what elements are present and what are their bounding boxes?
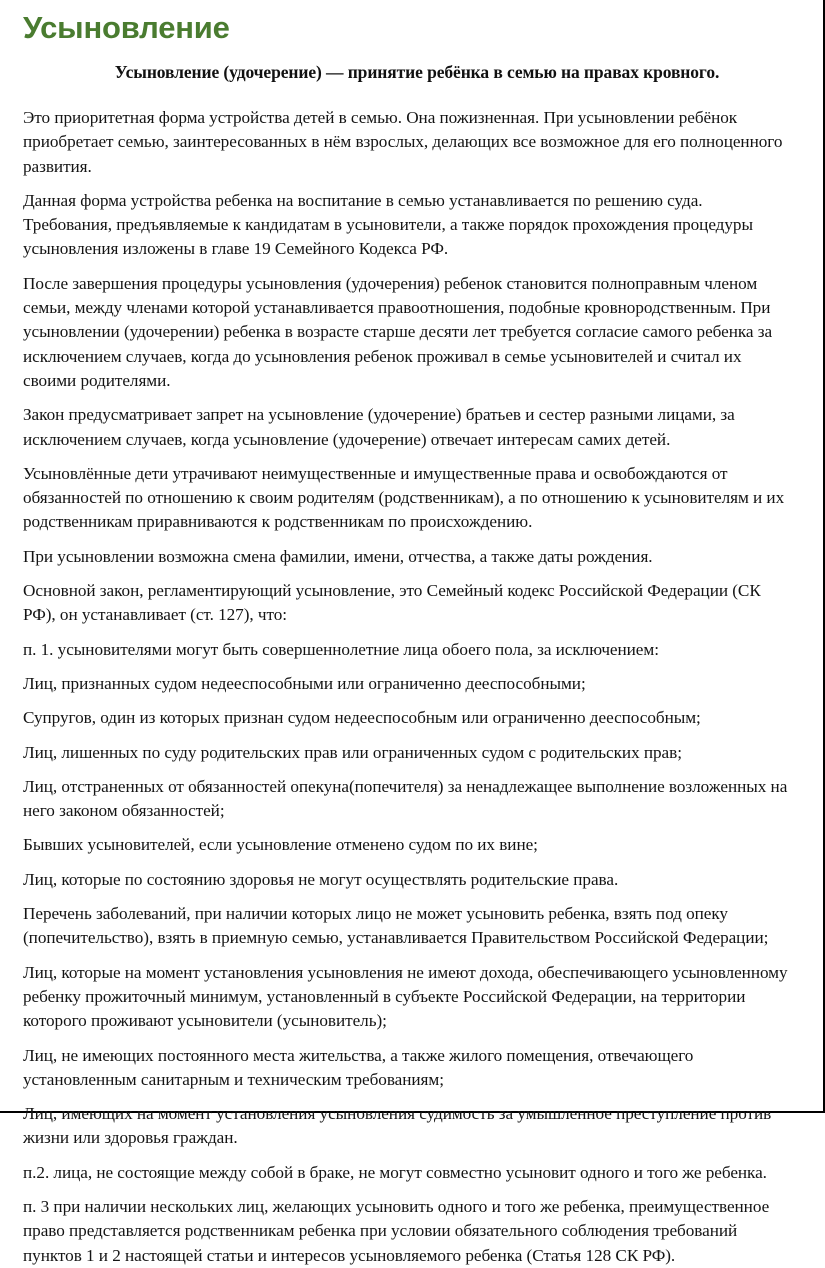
paragraph: Данная форма устройства ребенка на воспитание в семью устанавливается по решению суда. Требования, предъявляемые к кандидатам в усыновители, а также порядок прохождения процедуры усыновления изложены в главе 19 Семейного Кодекса РФ.: [23, 190, 753, 259]
paragraph: Лиц, имеющих на момент установления усыновления судимость за умышленное преступление против жизни или здоровья граждан.: [23, 1104, 772, 1148]
paragraph: При усыновлении возможна смена фамилии, имени, отчества, а также даты рождения.: [23, 546, 653, 566]
paragraph: Супругов, один из которых признан судом недееспособным или ограниченно дееспособным;: [23, 708, 701, 728]
document-subtitle: Усыновление (удочерение) — принятие ребёнка в семью на правах кровного.: [114, 62, 720, 82]
paragraph: Лиц, лишенных по суду родительских прав или ограниченных судом с родительских прав;: [23, 742, 682, 762]
paragraph: Лиц, которые на момент установления усыновления не имеют дохода, обеспечивающего усыновленному ребенку прожиточный минимум, установленный в субъекте Российской Федерации, на территории которого проживают усыновители (усыновитель);: [23, 962, 788, 1031]
paragraph: п. 1. усыновителями могут быть совершеннолетние лица обоего пола, за исключением:: [23, 639, 659, 659]
paragraph: Перечень заболеваний, при наличии которых лицо не может усыновить ребенка, взять под опеку (попечительство), взять в приемную семью, устанавливается Правительством Российской Федерации;: [23, 904, 769, 948]
paragraph: После завершения процедуры усыновления (удочерения) ребенок становится полноправным членом семьи, между членами которой устанавливается правоотношения, подобные кровнородственным. При усыновлении (удочерении) ребенка в возрасте старше десяти лет требуется согласие самого ребенка за исключением случаев, когда до усыновления ребенок проживал в семье усыновителей и считал их своими родителями.: [23, 273, 773, 390]
paragraph: Лиц, отстраненных от обязанностей опекуна(попечителя) за ненадлежащее выполнение возложенных на него законом обязанностей;: [23, 776, 788, 821]
page-title: Усыновление: [23, 10, 230, 45]
document-body: [23, 106, 803, 1268]
paragraph: Закон предусматривает запрет на усыновление (удочерение) братьев и сестер разными лицами, за исключением случаев, когда усыновление (удочерение) отвечает интересам самих детей.: [23, 405, 735, 449]
paragraph: Основной закон, регламентирующий усыновление, это Семейный кодекс Российской Федерации (СК РФ), он устанавливает (ст. 127), что:: [23, 581, 761, 625]
paragraph: п.2. лица, не состоящие между собой в браке, не могут совместно усыновит одного и того же ребенка.: [23, 1162, 767, 1182]
paragraph: Усыновлённые дети утрачивают неимущественные и имущественные права и освобождаются от обязанностей по отношению к своим родителям (родственникам), а по отношению к усыновителям и их родственникам приравниваются к родственникам по происхождению.: [23, 463, 785, 532]
paragraph: Лиц, не имеющих постоянного места жительства, а также жилого помещения, отвечающего установленным санитарным и техническим требованиям;: [23, 1045, 694, 1089]
paragraph: Бывших усыновителей, если усыновление отменено судом по их вине;: [23, 835, 538, 855]
paragraph: Это приоритетная форма устройства детей в семью. Она пожизненная. При усыновлении ребёнок приобретает семью, заинтересованных в нём взрослых, делающих все возможное для его полноценного развития.: [23, 108, 783, 176]
paragraph: Лиц, которые по состоянию здоровья не могут осуществлять родительские права.: [23, 869, 619, 889]
paragraph: п. 3 при наличии нескольких лиц, желающих усыновить одного и того же ребенка, преимущественное право представляется родственникам ребенка при условии обязательного соблюдения требований пунктов 1 и 2 настоящей статьи и интересов усыновляемого ребенка (Статья 128 СК РФ).: [23, 1196, 770, 1265]
paragraph: Лиц, признанных судом недееспособными или ограниченно дееспособными;: [23, 673, 586, 693]
